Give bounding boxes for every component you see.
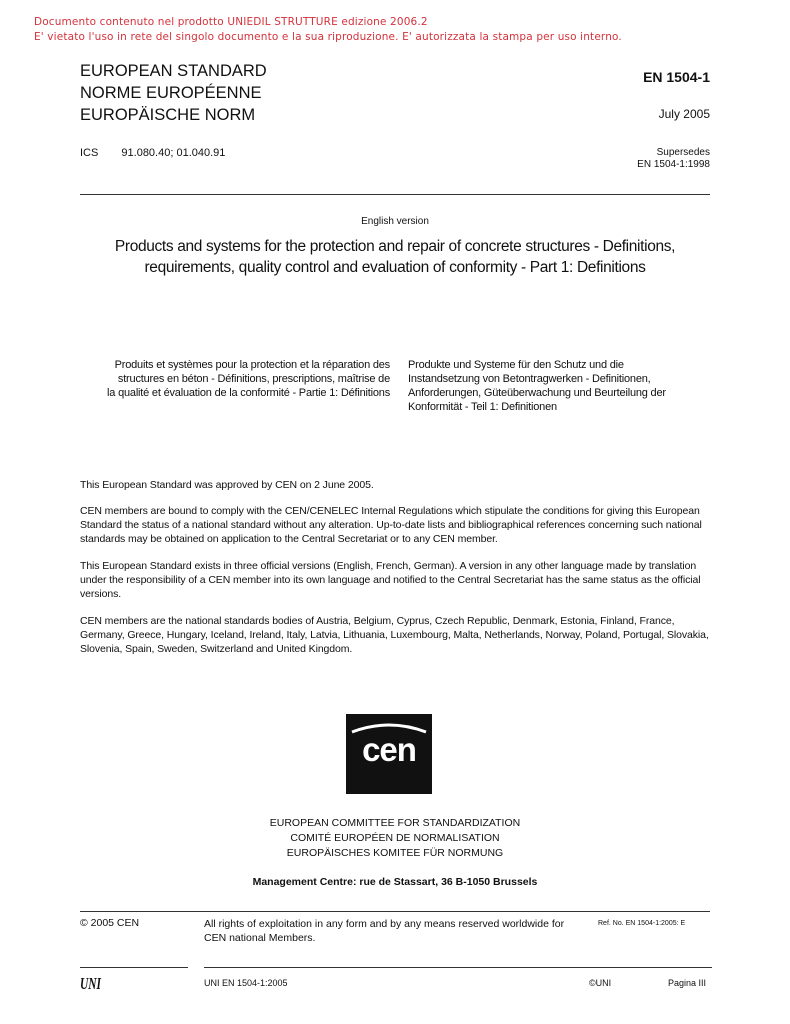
ics-codes	[80, 147, 245, 159]
supersedes-value: EN 1504-1:1998	[637, 159, 710, 170]
ics-value: 91.080.40; 01.040.91	[121, 147, 226, 159]
paragraph-regulations: CEN members are bound to comply with the CEN/CENELEC Internal Regulations which stipulate the conditions for giving this European Standard the status of a national standard without any alteration. Up-to-date lists and bibliographical references concerning such national standards may be obtained on application to the Central Secretariat or to any CEN member.	[80, 505, 702, 545]
ics-label: ICS	[80, 147, 99, 159]
standard-name-fr: NORME EUROPÉENNE	[80, 84, 262, 102]
footer-document-id: UNI EN 1504-1:2005	[204, 978, 288, 988]
title-fr-line: Produits et systèmes pour la protection et la réparation des	[114, 359, 390, 371]
standard-name-en: EUROPEAN STANDARD	[80, 62, 267, 80]
supersedes-block	[637, 147, 710, 171]
title-line-1: Products and systems for the protection and repair of concrete structures - Definitions,	[114, 238, 676, 255]
cen-logo	[346, 714, 432, 794]
organization-names	[0, 816, 790, 861]
cen-logo-text: cen	[362, 731, 416, 768]
paragraph-versions: This European Standard exists in three official versions (English, French, German). A version in any other language made by translation under the responsibility of a CEN member into its own language and notified to the Central Secretariat has the same status as the official versions.	[80, 560, 701, 600]
org-name-de: EUROPÄISCHES KOMITEE FÜR NORMUNG	[286, 847, 504, 859]
footer-rule-left	[80, 967, 188, 968]
title-german	[408, 358, 708, 414]
watermark-line-2: E' vietato l'uso in rete del singolo documento e la sua riproduzione. E' autorizzata la stampa per uso interno.	[34, 31, 622, 43]
uni-logo	[80, 973, 102, 998]
version-label: English version	[361, 216, 429, 227]
body-text	[80, 478, 712, 669]
org-name-en: EUROPEAN COMMITTEE FOR STANDARDIZATION	[269, 817, 521, 829]
watermark-notice	[34, 15, 622, 45]
org-name-fr: COMITÉ EUROPÉEN DE NORMALISATION	[290, 832, 500, 844]
copyright: © 2005 CEN	[80, 917, 140, 929]
title-line-2: requirements, quality control and evaluation of conformity - Part 1: Definitions	[144, 259, 646, 276]
title-french	[80, 358, 390, 400]
paragraph-members: CEN members are the national standards bodies of Austria, Belgium, Cyprus, Czech Republic, Denmark, Estonia, Finland, France, Germany, Greece, Hungary, Iceland, Ireland, Italy, Latvia, Lithuania, Luxembourg, Malta, Netherlands, Norway, Poland, Portugal, Slovakia, Slovenia, Spain, Sweden, Switzerland and United Kingdom.	[80, 615, 709, 655]
footer-page-number: Pagina III	[668, 978, 707, 988]
title-de-line: Anforderungen, Güteüberwachung und Beurteilung der	[408, 387, 666, 399]
supersedes-label: Supersedes	[656, 147, 710, 158]
standard-date: July 2005	[658, 107, 710, 121]
rights-notice: All rights of exploitation in any form and by any means reserved worldwide for CEN national Members.	[204, 918, 565, 944]
title-de-line: Konformität - Teil 1: Definitionen	[408, 401, 557, 413]
title-de-line: Produkte und Systeme für den Schutz und die	[408, 359, 624, 371]
footer-rule-right	[204, 967, 712, 968]
approval-statement: This European Standard was approved by CEN on 2 June 2005.	[80, 479, 374, 491]
title-fr-line: la qualité et évaluation de la conformité - Partie 1: Définitions	[107, 387, 390, 399]
footer-copyright: ©UNI	[589, 978, 612, 988]
divider-bottom	[80, 911, 710, 912]
cen-logo-icon	[346, 714, 432, 794]
divider-top	[80, 194, 710, 195]
standard-name-de: EUROPÄISCHE NORM	[80, 106, 256, 124]
watermark-line-1: Documento contenuto nel prodotto UNIEDIL STRUTTURE edizione 2006.2	[34, 16, 428, 28]
reference-number: Ref. No. EN 1504-1:2005: E	[598, 920, 686, 927]
title-de-line: Instandsetzung von Betontragwerken - Definitionen,	[408, 373, 651, 385]
title-fr-line: structures en béton - Définitions, prescriptions, maîtrise de	[117, 373, 390, 385]
management-centre: Management Centre: rue de Stassart, 36 B-1050 Brussels	[252, 876, 538, 888]
document-title	[70, 236, 720, 278]
uni-logo-icon	[80, 973, 102, 993]
uni-logo-text: UNI	[80, 974, 102, 993]
standard-names	[80, 60, 267, 126]
standard-number: EN 1504-1	[643, 69, 710, 85]
